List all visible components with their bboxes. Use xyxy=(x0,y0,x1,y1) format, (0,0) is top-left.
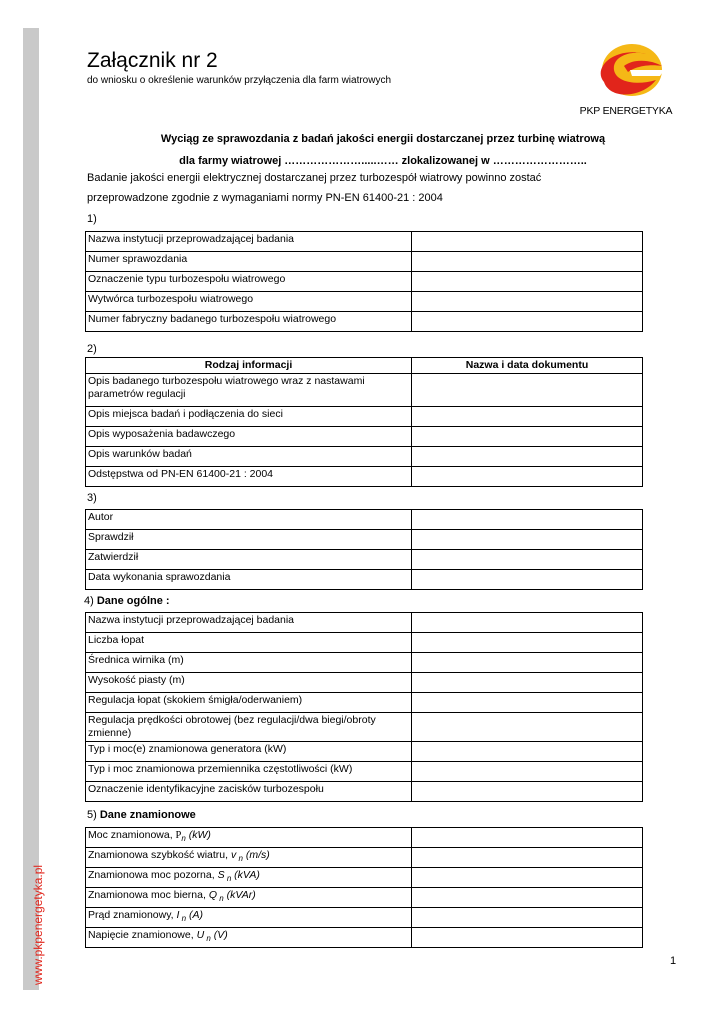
value-cell[interactable] xyxy=(412,407,643,427)
table-row xyxy=(86,530,643,550)
value-cell[interactable] xyxy=(412,782,643,802)
value-cell[interactable] xyxy=(412,928,643,948)
value-cell[interactable] xyxy=(412,510,643,530)
row-label: Data wykonania sprawozdania xyxy=(86,570,412,590)
row-label: Numer sprawozdania xyxy=(86,252,412,272)
document-heading-line2: dla farmy wiatrowej ………………….....…… zlokalizowanej w …………………….. xyxy=(179,155,587,167)
row-label: Nazwa instytucji przeprowadzającej badania xyxy=(86,613,412,633)
value-cell[interactable] xyxy=(412,252,643,272)
table-row xyxy=(86,232,643,252)
row-label: Numer fabryczny badanego turbozespołu wiatrowego xyxy=(86,312,412,332)
value-cell[interactable] xyxy=(412,312,643,332)
table-row xyxy=(86,633,643,653)
value-cell[interactable] xyxy=(412,374,643,407)
table-row xyxy=(86,762,643,782)
section3-table xyxy=(85,509,643,590)
section4-title: Dane ogólne : xyxy=(96,595,170,607)
section5-label: 5) xyxy=(87,809,97,821)
table-row xyxy=(86,928,643,948)
value-cell[interactable] xyxy=(412,272,643,292)
value-cell[interactable] xyxy=(412,570,643,590)
table-row xyxy=(86,742,643,762)
row-label: Napięcie znamionowe, U $_n$ (V) xyxy=(86,928,412,948)
table-row xyxy=(86,673,643,693)
section2-label: 2) xyxy=(87,343,97,355)
document-heading-line1: Wyciąg ze sprawozdania z badań jakości energii dostarczanej przez turbinę wiatrową xyxy=(160,133,606,145)
table-row xyxy=(86,272,643,292)
value-cell[interactable] xyxy=(412,633,643,653)
row-label: Typ i moc(e) znamionowa generatora (kW) xyxy=(86,742,412,762)
section1-table xyxy=(85,231,643,332)
row-label: Znamionowa moc bierna, Q $_n$ (kVAr) xyxy=(86,888,412,908)
row-label: Znamionowa szybkość wiatru, v $_n$ (m/s) xyxy=(86,848,412,868)
row-label: Opis wyposażenia badawczego xyxy=(86,427,412,447)
value-cell[interactable] xyxy=(412,530,643,550)
table-row xyxy=(86,713,643,742)
row-label: Oznaczenie typu turbozespołu wiatrowego xyxy=(86,272,412,292)
row-label: Zatwierdził xyxy=(86,550,412,570)
table-row xyxy=(86,312,643,332)
value-cell[interactable] xyxy=(412,848,643,868)
value-cell[interactable] xyxy=(412,613,643,633)
row-label: Regulacja łopat (skokiem śmigła/oderwaniem) xyxy=(86,693,412,713)
table-row xyxy=(86,613,643,633)
value-cell[interactable] xyxy=(412,550,643,570)
table-header-row xyxy=(86,358,643,374)
row-label: Liczba łopat xyxy=(86,633,412,653)
table-row xyxy=(86,653,643,673)
table-row xyxy=(86,848,643,868)
value-cell[interactable] xyxy=(412,467,643,487)
row-label: Nazwa instytucji przeprowadzającej badania xyxy=(86,232,412,252)
value-cell[interactable] xyxy=(412,673,643,693)
table-row xyxy=(86,868,643,888)
table-row xyxy=(86,908,643,928)
row-label: Oznaczenie identyfikacyjne zacisków turbozespołu xyxy=(86,782,412,802)
table-row xyxy=(86,693,643,713)
page-sidebar-bar xyxy=(23,28,39,990)
section4-table xyxy=(85,612,643,802)
table-row xyxy=(86,427,643,447)
row-label: Regulacja prędkości obrotowej (bez regulacji/dwa biegi/obroty zmienne) xyxy=(86,713,412,742)
value-cell[interactable] xyxy=(412,908,643,928)
row-label: Moc znamionowa, $P_n$ (kW) xyxy=(86,828,412,848)
column-header-document: Nazwa i data dokumentu xyxy=(412,358,643,374)
value-cell[interactable] xyxy=(412,447,643,467)
row-label: Odstępstwa od PN-EN 61400-21 : 2004 xyxy=(86,467,412,487)
row-label: Opis warunków badań xyxy=(86,447,412,467)
page-title: Załącznik nr 2 xyxy=(87,49,218,72)
table-row xyxy=(86,888,643,908)
value-cell[interactable] xyxy=(412,427,643,447)
value-cell[interactable] xyxy=(412,232,643,252)
row-label: Wytwórca turbozespołu wiatrowego xyxy=(86,292,412,312)
row-label: Typ i moc znamionowa przemiennika częstotliwości (kW) xyxy=(86,762,412,782)
value-cell[interactable] xyxy=(412,653,643,673)
table-row xyxy=(86,550,643,570)
table-row xyxy=(86,782,643,802)
table-row xyxy=(86,407,643,427)
row-label: Prąd znamionowy, I $_n$ (A) xyxy=(86,908,412,928)
table-row xyxy=(86,252,643,272)
section5-table xyxy=(85,827,643,948)
section5-heading xyxy=(87,809,196,821)
row-label: Średnica wirnika (m) xyxy=(86,653,412,673)
sidebar-url: www.pkpenergetyka.pl xyxy=(31,864,45,985)
table-row xyxy=(86,467,643,487)
value-cell[interactable] xyxy=(412,762,643,782)
table-row xyxy=(86,828,643,848)
column-header-info-type: Rodzaj informacji xyxy=(86,358,412,374)
table-row xyxy=(86,292,643,312)
section4-label: 4) xyxy=(84,595,94,607)
row-label: Znamionowa moc pozorna, S $_n$ (kVA) xyxy=(86,868,412,888)
section4-heading xyxy=(84,595,170,607)
value-cell[interactable] xyxy=(412,713,643,742)
page-number: 1 xyxy=(670,955,677,967)
section5-title: Dane znamionowe xyxy=(99,809,196,821)
table-row xyxy=(86,570,643,590)
section1-label: 1) xyxy=(87,213,97,225)
section3-label: 3) xyxy=(87,492,97,504)
value-cell[interactable] xyxy=(412,828,643,848)
row-label: Sprawdził xyxy=(86,530,412,550)
intro-text-line2: przeprowadzone zgodnie z wymaganiami normy PN-EN 61400-21 : 2004 xyxy=(87,192,443,204)
value-cell[interactable] xyxy=(412,693,643,713)
row-label: Wysokość piasty (m) xyxy=(86,673,412,693)
table-row xyxy=(86,510,643,530)
value-cell[interactable] xyxy=(412,868,643,888)
value-cell[interactable] xyxy=(412,292,643,312)
value-cell[interactable] xyxy=(412,888,643,908)
table-row xyxy=(86,374,643,407)
page-subtitle: do wniosku o określenie warunków przyłączenia dla farm wiatrowych xyxy=(87,75,392,86)
table-row xyxy=(86,447,643,467)
row-label: Opis badanego turbozespołu wiatrowego wraz z nastawami parametrów regulacji xyxy=(86,374,412,407)
value-cell[interactable] xyxy=(412,742,643,762)
logo-wordmark: PKP ENERGETYKA xyxy=(579,105,673,117)
row-label: Opis miejsca badań i podłączenia do sieci xyxy=(86,407,412,427)
intro-text-line1: Badanie jakości energii elektrycznej dostarczanej przez turbozespół wiatrowy powinno zostać xyxy=(87,172,542,184)
row-label: Autor xyxy=(86,510,412,530)
section2-table xyxy=(85,357,643,487)
